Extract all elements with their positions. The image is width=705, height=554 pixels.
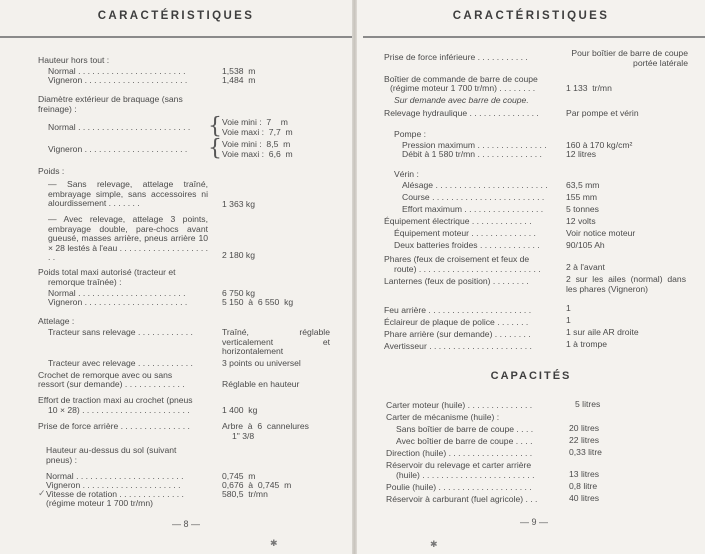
spec-value: Pour boîtier de barre de coupe portée latérale <box>571 48 688 68</box>
brace-glyph: { <box>208 136 222 161</box>
capacity-label: Direction (huile) . . . . . . . . . . . . . . . . . . <box>386 448 533 458</box>
spec-heading: pneus) : <box>46 455 78 465</box>
capacity-value: 0,33 litre <box>569 447 602 457</box>
spec-heading: Hauteur hors tout : <box>38 55 110 65</box>
spec-heading: Phares (feux de croisement et feux de <box>384 254 530 264</box>
spec-value: 5 tonnes <box>566 204 599 214</box>
spec-label: Phare arrière (sur demande) . . . . . . . . <box>384 329 531 339</box>
spec-label: (régime moteur 1 700 tr/mn) . . . . . . . . <box>390 83 536 93</box>
spec-label: Normal . . . . . . . . . . . . . . . . . . . . . . . <box>48 66 186 76</box>
spec-note: Sur demande avec barre de coupe. <box>394 95 529 105</box>
page-number: — 9 — <box>520 517 549 527</box>
capacity-label: Avec boîtier de barre de coupe . . . . <box>396 436 533 446</box>
spec-value: 1 363 kg <box>222 199 255 209</box>
capacity-label: (huile) . . . . . . . . . . . . . . . . . . . . . . . . <box>396 470 535 480</box>
spec-value: 580,5 tr/mn <box>222 489 268 499</box>
spec-heading: remorque traînée) : <box>48 277 122 287</box>
spec-label: 10 × 28) . . . . . . . . . . . . . . . . . . . . . . . <box>48 405 190 415</box>
spec-value: 12 litres <box>566 149 597 159</box>
capacity-label: Carter moteur (huile) . . . . . . . . . . . . . . <box>386 400 533 410</box>
spec-value: Par pompe et vérin <box>566 108 639 118</box>
spec-value: 6 750 kg <box>222 288 255 298</box>
page-title: CARACTÉRISTIQUES <box>452 10 610 22</box>
spec-label: (régime moteur 1 700 tr/mn) <box>46 498 153 508</box>
spec-heading: Hauteur au-dessus du sol (suivant <box>46 445 177 455</box>
spec-label: — Avec relevage, attelage 3 points, embrayage double, pare-chocs avant gueusé, masses arrière, pneus arrière 10 × 28 lestés à l'eau . . . . . . . . . . . . . . . . . . . . . <box>48 214 208 263</box>
spec-value: 1,538 m <box>222 66 256 76</box>
spec-heading: Crochet de remorque avec ou sans <box>38 370 173 380</box>
spec-heading: Effort de traction maxi au crochet (pneus <box>38 395 193 405</box>
spec-label: Vigneron . . . . . . . . . . . . . . . . . . . . . . <box>48 75 188 85</box>
spec-label: Deux batteries froides . . . . . . . . . . . . . <box>394 240 540 250</box>
capacity-value: 20 litres <box>569 423 600 433</box>
spec-value: 1 <box>566 303 571 313</box>
spec-label: Normal . . . . . . . . . . . . . . . . . . . . . . . . <box>48 122 191 132</box>
spec-value: 1" 3/8 <box>232 431 255 441</box>
spec-label: Vigneron . . . . . . . . . . . . . . . . . . . . . . <box>48 297 188 307</box>
right-page <box>357 0 705 554</box>
spec-value: 155 mm <box>566 192 598 202</box>
spec-label: Feu arrière . . . . . . . . . . . . . . . . . . . . . . <box>384 305 532 315</box>
spec-value: Arbre à 6 cannelures <box>222 421 309 431</box>
spec-value: 2 180 kg <box>222 250 255 260</box>
capacity-value: 22 litres <box>569 435 600 445</box>
spec-label: route) . . . . . . . . . . . . . . . . . . . . . . . . . . <box>394 264 541 274</box>
capacity-value: 5 litres <box>575 399 601 409</box>
capacity-value: 13 litres <box>569 469 600 479</box>
spec-heading: Poids total maxi autorisé (tracteur et <box>38 267 176 277</box>
spec-label: Effort maximum . . . . . . . . . . . . . . . . . <box>402 204 544 214</box>
spec-value: 2 à l'avant <box>566 262 605 272</box>
spec-heading: Vérin : <box>394 169 419 179</box>
capacity-label: Réservoir à carburant (fuel agricole) . . . <box>386 494 538 504</box>
spec-value: 160 à 170 kg/cm² <box>566 140 633 150</box>
spec-label: Course . . . . . . . . . . . . . . . . . . . . . . . . <box>402 192 545 202</box>
spec-label: Vitesse de rotation . . . . . . . . . . . . . . <box>46 489 184 499</box>
title-rule <box>363 36 705 38</box>
decorative-mark: ✱ <box>430 539 438 549</box>
spec-value: 1 à trompe <box>566 339 608 349</box>
spec-label: Prise de force arrière . . . . . . . . . . . . . . . <box>38 421 190 431</box>
page-title: CARACTÉRISTIQUES <box>97 10 255 22</box>
spec-label: Équipement moteur . . . . . . . . . . . . . . <box>394 228 536 238</box>
spec-value: 0,745 m <box>222 471 256 481</box>
spec-label: Prise de force inférieure . . . . . . . . . . . <box>384 52 528 62</box>
section-title: CAPACITÉS <box>490 370 572 382</box>
page-number: — 8 — <box>172 519 201 529</box>
spec-value: Voie mini : 8,5 m <box>222 139 291 149</box>
spec-value: 1 133 tr/mn <box>566 83 612 93</box>
spec-value: 12 volts <box>566 216 596 226</box>
spec-value: 63,5 mm <box>566 180 600 190</box>
spec-value: 90/105 Ah <box>566 240 605 250</box>
spec-value: 1 400 kg <box>222 405 258 415</box>
capacity-label: Sans boîtier de barre de coupe . . . . <box>396 424 534 434</box>
capacity-heading: Réservoir du relevage et carter arrière <box>386 460 532 470</box>
title-rule <box>0 36 352 38</box>
spec-heading: Pompe : <box>394 129 427 139</box>
capacity-value: 40 litres <box>569 493 600 503</box>
spec-label: Normal . . . . . . . . . . . . . . . . . . . . . . . <box>46 471 184 481</box>
spec-label: Normal . . . . . . . . . . . . . . . . . . . . . . . <box>48 288 186 298</box>
spec-value: Voir notice moteur <box>566 228 636 238</box>
spec-label: Avertisseur . . . . . . . . . . . . . . . . . . . . . . <box>384 341 532 351</box>
spec-label: Tracteur avec relevage . . . . . . . . . . . . <box>48 358 193 368</box>
spec-value: 3 points ou universel <box>222 358 301 368</box>
capacity-heading: Carter de mécanisme (huile) : <box>386 412 500 422</box>
spec-value: 5 150 à 6 550 kg <box>222 297 294 307</box>
spec-label: Débit à 1 580 tr/mn . . . . . . . . . . . . . . <box>402 149 542 159</box>
spec-label: Tracteur sans relevage . . . . . . . . . . . . <box>48 327 193 337</box>
spec-heading: Boîtier de commande de barre de coupe <box>384 74 538 84</box>
spec-label: Pression maximum . . . . . . . . . . . . . . . <box>402 140 547 150</box>
spec-value: 1,484 m <box>222 75 256 85</box>
spec-value: 1 <box>566 315 571 325</box>
spec-value: 2 sur les ailes (normal) dans les phares (Vigneron) <box>566 274 686 294</box>
spec-label: Alésage . . . . . . . . . . . . . . . . . . . . . . . . <box>402 180 548 190</box>
capacity-label: Poulie (huile) . . . . . . . . . . . . . . . . . . . . <box>386 482 532 492</box>
decorative-mark: ✱ <box>270 538 278 548</box>
spec-heading: Attelage : <box>38 316 75 326</box>
capacity-value: 0,8 litre <box>569 481 598 491</box>
pencil-mark: ✓ <box>38 488 46 498</box>
brace-glyph: { <box>208 114 222 139</box>
spec-label: Vigneron . . . . . . . . . . . . . . . . . . . . . <box>46 480 181 490</box>
spec-value: Traîné, réglable verticalement et horizontalement <box>222 327 330 357</box>
spec-label: Équipement électrique . . . . . . . . . . . . . <box>384 216 532 226</box>
spec-value: 0,676 à 0,745 m <box>222 480 292 490</box>
spec-heading: Diamètre extérieur de braquage (sans <box>38 94 183 104</box>
spec-label: Éclaireur de plaque de police . . . . . . . <box>384 317 529 327</box>
left-page <box>0 0 352 554</box>
spec-heading: freinage) : <box>38 104 77 114</box>
spec-value: Voie mini : 7 m <box>222 117 288 127</box>
spec-label: Vigneron . . . . . . . . . . . . . . . . . . . . . . <box>48 144 188 154</box>
spec-label: Relevage hydraulique . . . . . . . . . . . . . . . <box>384 108 539 118</box>
spec-value: Voie maxi : 6,6 m <box>222 149 293 159</box>
spec-label: Lanternes (feux de position) . . . . . . . . <box>384 276 529 286</box>
spec-label: ressort (sur demande) . . . . . . . . . . . . . <box>38 379 185 389</box>
spec-value: Réglable en hauteur <box>222 379 300 389</box>
spec-value: 1 sur aile AR droite <box>566 327 639 337</box>
spec-heading: Poids : <box>38 166 65 176</box>
spec-value: Voie maxi : 7,7 m <box>222 127 293 137</box>
spec-label: — Sans relevage, attelage traîné, embrayage simple, sans accessoires ni alourdissement . . . . . . . <box>48 179 208 209</box>
